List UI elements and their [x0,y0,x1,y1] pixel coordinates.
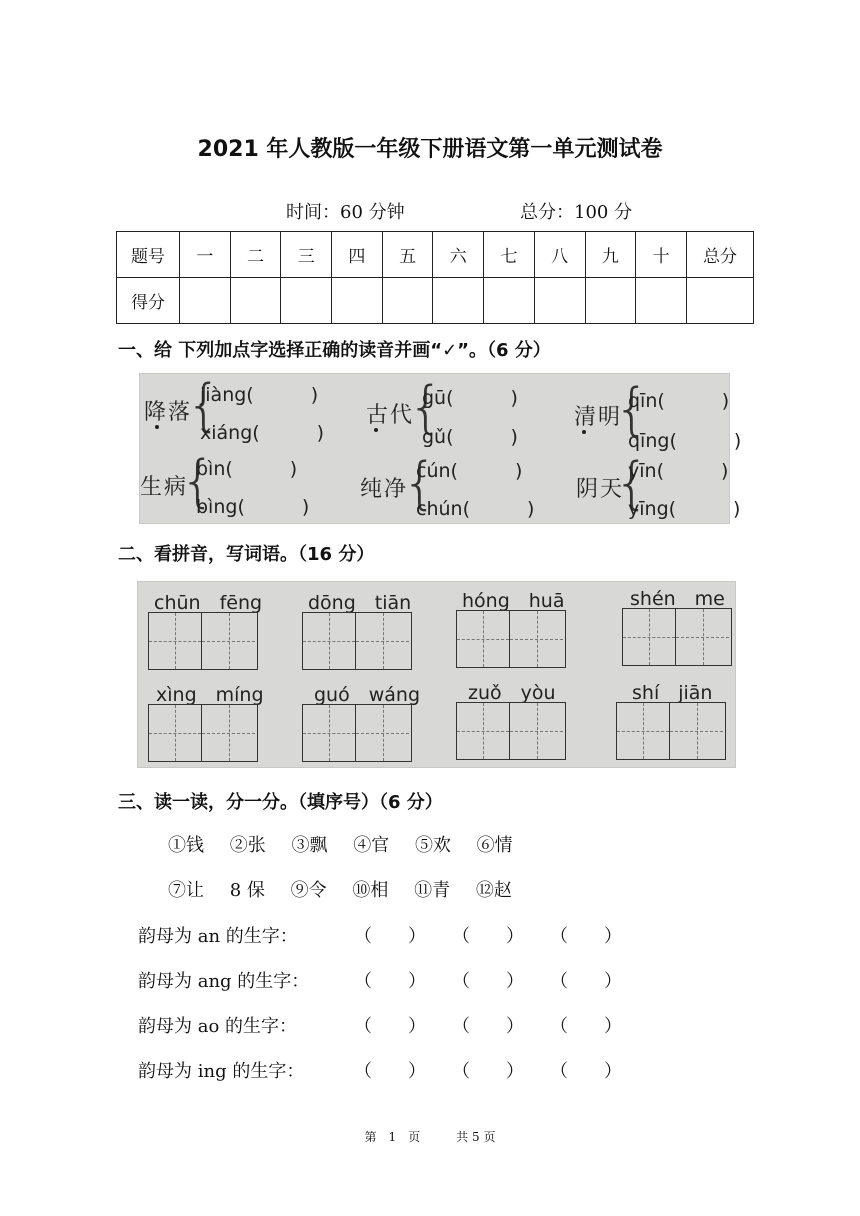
character-list-row1 [168,831,533,857]
score-table-header-cell: 四 [332,232,383,278]
character-item: ②张 [229,835,266,856]
answer-blanks[interactable]: （ ） （ ） （ ） [354,1061,622,1082]
question-label: 韵母为 ao 的生字： [138,1016,298,1037]
pinyin-option[interactable]: gū( ) [422,387,518,409]
word: 古代 [366,403,415,428]
question-label: 韵母为 ing 的生字： [138,1061,305,1082]
word: 降落 [144,400,193,425]
section3-heading: 三、读一读，分一分。（填序号）（6 分） [118,792,443,813]
score-table-header-cell: 总分 [687,232,754,278]
page-footer: 第 1 页 共 5 页 [364,1130,496,1144]
score-input-cell[interactable] [332,278,383,324]
character-item: ③飘 [291,835,328,856]
classification-question [138,922,622,948]
character-item: ④官 [353,835,390,856]
character-item: ⑪青 [414,880,451,901]
score-input-cell[interactable] [585,278,636,324]
pinyin-option[interactable]: jiàng( ) [200,384,319,406]
score-table-score-row [117,278,754,324]
brace-icon: { [614,451,650,516]
pinyin-prompt: chūn fēng [154,592,263,614]
page-title: 2021 年人教版一年级下册语文第一单元测试卷 [197,137,663,162]
pinyin-choice-photo [139,373,742,524]
score-input-cell[interactable] [281,278,332,324]
writing-grid[interactable] [148,704,258,762]
pinyin-writing-photo [137,581,736,768]
pinyin-prompt: shí jiān [632,682,713,704]
classification-question [138,1057,622,1083]
character-item: ⑦让 [168,880,204,901]
pinyin-prompt: dōng tiān [308,592,412,614]
pinyin-prompt: guó wáng [314,684,421,706]
question-label: 韵母为 ang 的生字： [138,971,310,992]
pinyin-prompt: zuǒ yòu [468,682,556,704]
score-row-label: 得分 [117,278,180,324]
pinyin-option[interactable]: bìng( ) [196,496,310,518]
character-item: ⑤欢 [414,835,451,856]
score-table [116,231,754,324]
score-table-header-cell: 七 [484,232,535,278]
score-input-cell[interactable] [636,278,687,324]
question-label: 韵母为 an 的生字： [138,926,298,947]
score-input-cell[interactable] [180,278,231,324]
score-table-header-row [117,232,754,278]
time-label: 时间：60 分钟 [286,202,405,223]
answer-blanks[interactable]: （ ） （ ） （ ） [354,971,622,992]
character-item: ⑨令 [290,880,327,901]
brace-icon: { [408,375,444,440]
score-table-header-cell: 九 [585,232,636,278]
character-item: 8 保 [229,880,265,901]
pinyin-option[interactable]: yīn( ) [628,460,729,482]
score-input-cell[interactable] [534,278,585,324]
pinyin-prompt: shén me [630,588,725,610]
pinyin-option[interactable]: chún( ) [416,498,535,520]
score-input-cell[interactable] [433,278,484,324]
pinyin-prompt: xìng míng [156,684,264,706]
character-list-row2 [168,876,532,902]
character-item: ⑥情 [476,835,513,856]
score-table-header-cell: 八 [534,232,585,278]
section1-heading: 一、给 下列加点字选择正确的读音并画“✓”。（6 分） [118,340,551,361]
pinyin-option[interactable]: bìn( ) [196,458,298,480]
score-table-header-cell: 三 [281,232,332,278]
character-item: ⑫赵 [475,880,512,901]
classification-question [138,967,622,993]
emphasis-dot [155,425,159,429]
score-table-header-cell: 一 [180,232,231,278]
brace-icon: { [186,373,222,438]
pinyin-option[interactable]: gǔ( ) [422,426,518,448]
total-score-label: 总分：100 分 [520,202,633,223]
brace-icon: { [402,451,438,516]
answer-blanks[interactable]: （ ） （ ） （ ） [354,926,622,947]
word: 清明 [574,405,623,430]
score-input-cell[interactable] [687,278,754,324]
writing-grid[interactable] [148,612,258,670]
writing-grid[interactable] [456,702,566,760]
writing-grid[interactable] [616,702,726,760]
pinyin-option[interactable]: xiáng( ) [200,422,325,444]
pinyin-prompt: hóng huā [462,590,565,612]
writing-grid[interactable] [456,610,566,668]
emphasis-dot [582,430,586,434]
word: 阴天 [576,477,625,502]
classification-question [138,1012,622,1038]
brace-icon: { [180,449,216,514]
pinyin-option[interactable]: cún( ) [416,460,523,482]
score-input-cell[interactable] [382,278,433,324]
character-item: ①钱 [168,835,204,856]
writing-grid[interactable] [302,704,412,762]
brace-icon: { [614,377,650,442]
pinyin-option[interactable]: yīng( ) [628,498,741,520]
word: 生病 [140,475,189,500]
score-table-header-cell: 二 [230,232,281,278]
section2-heading: 二、看拼音，写词语。（16 分） [118,544,375,565]
score-table-header-cell: 十 [636,232,687,278]
score-table-header-cell: 五 [382,232,433,278]
pinyin-option[interactable]: qīn( ) [628,390,730,412]
score-table-header-cell: 题号 [117,232,180,278]
writing-grid[interactable] [302,612,412,670]
score-input-cell[interactable] [484,278,535,324]
score-input-cell[interactable] [230,278,281,324]
answer-blanks[interactable]: （ ） （ ） （ ） [354,1016,622,1037]
pinyin-option[interactable]: qīng( ) [628,430,742,452]
score-table-header-cell: 六 [433,232,484,278]
writing-grid[interactable] [622,608,732,666]
emphasis-dot [374,428,378,432]
character-item: ⑩相 [352,880,389,901]
word: 纯净 [360,477,409,502]
